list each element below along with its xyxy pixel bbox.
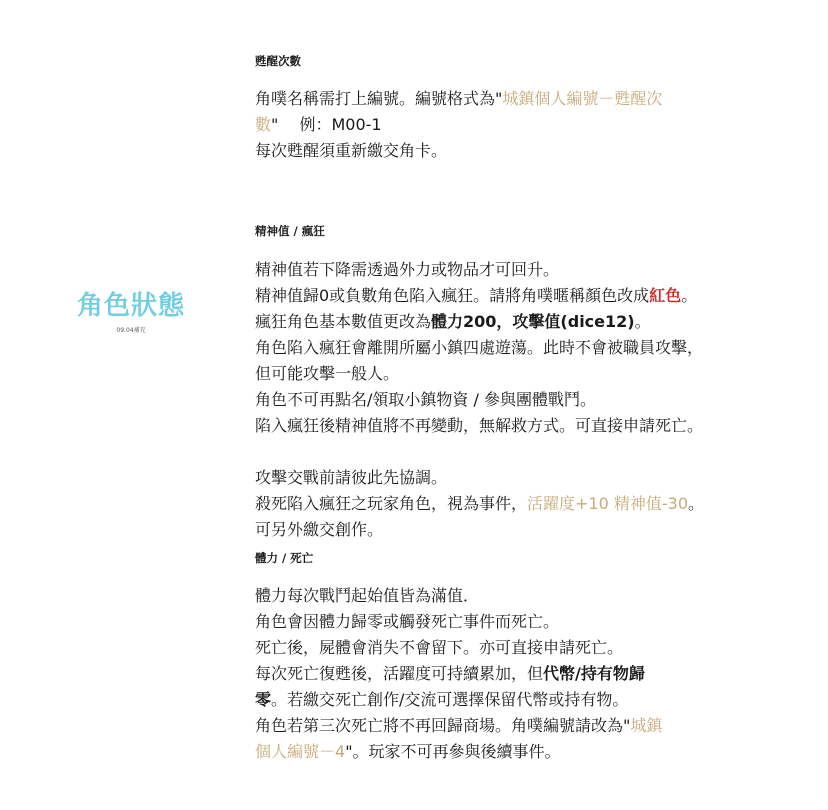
sanity-line: 角色不可再點名/領取小鎮物資 / 參與團體戰鬥。 [255, 390, 596, 409]
bold-dice: (dice12) [560, 312, 635, 331]
text-span: 。若繳交死亡創作/交流可選擇保留代幣或持有物。 [271, 690, 629, 709]
red-highlight: 紅色 [649, 286, 682, 305]
format-highlight: 城鎮 [630, 716, 663, 735]
text-span: 。 [688, 494, 705, 513]
hp-line: 角色會因體力歸零或觸發死亡事件而死亡。 [255, 612, 560, 631]
revive-line [255, 86, 765, 112]
bold-stats: 體力200，攻擊值 [431, 312, 561, 331]
heading-revive: 甦醒次數 [255, 54, 301, 68]
blank-line [255, 439, 765, 465]
sanity-line: 攻擊交戰前請彼此先協調。 [255, 468, 448, 487]
text-span: 。 [634, 312, 651, 331]
text-span: 瘋狂角色基本數值更改為 [255, 312, 432, 331]
revive-line [255, 112, 765, 138]
bold-items: 零 [255, 690, 272, 709]
format-highlight: 數 [255, 115, 272, 134]
sanity-line [255, 283, 765, 309]
sanity-line: 角色陷入瘋狂會離開所屬小鎮四處遊蕩。此時不會被職員攻擊， [255, 338, 704, 357]
hp-line [255, 713, 765, 739]
sanity-line [255, 491, 765, 517]
sanity-line: 但可能攻擊一般人。 [255, 364, 400, 383]
text-span: 每次死亡復甦後，活躍度可持續累加，但 [255, 664, 544, 683]
hp-line [255, 687, 765, 713]
heading-sanity: 精神值 / 瘋狂 [255, 224, 325, 238]
text-span: 。 [681, 286, 698, 305]
hp-line [255, 739, 765, 765]
sanity-line [255, 309, 765, 335]
text-span: 殺死陷入瘋狂之玩家角色，視為事件， [255, 494, 528, 513]
text-span: " 例：M00-1 [271, 115, 382, 134]
hp-line: 死亡後，屍體會消失不會留下。亦可直接申請死亡。 [255, 638, 624, 657]
sidebar [62, 288, 200, 336]
hp-line: 體力每次戰鬥起始值皆為滿值． [255, 586, 480, 605]
revive-line: 每次甦醒須重新繳交角卡。 [255, 141, 448, 160]
update-note: 09.04補充 [116, 327, 146, 334]
reward-highlight: 活躍度+10 精神值-30 [527, 494, 689, 513]
sanity-line: 精神值若下降需透過外力或物品才可回升。 [255, 260, 560, 279]
sanity-line: 可另外繳交創作。 [255, 520, 384, 539]
heading-hp: 體力 / 死亡 [255, 551, 314, 565]
text-span: "。玩家不可再參與後續事件。 [345, 742, 561, 761]
format-highlight: 個人編號－4 [255, 742, 346, 761]
rules-content [255, 52, 765, 765]
hp-line [255, 661, 765, 687]
text-span: 角噗名稱需打上編號。編號格式為" [255, 89, 503, 108]
sanity-line: 陷入瘋狂後精神值將不再變動，無解救方式。可直接申請死亡。 [255, 416, 704, 435]
text-span: 精神值歸0或負數角色陷入瘋狂。請將角噗暱稱顏色改成 [255, 286, 650, 305]
section-title: 角色狀態 [76, 291, 185, 321]
format-highlight: 城鎮個人編號－甦醒次 [502, 89, 663, 108]
bold-items: 代幣/持有物歸 [543, 664, 645, 683]
text-span: 角色若第三次死亡將不再回歸商場。角噗編號請改為" [255, 716, 631, 735]
